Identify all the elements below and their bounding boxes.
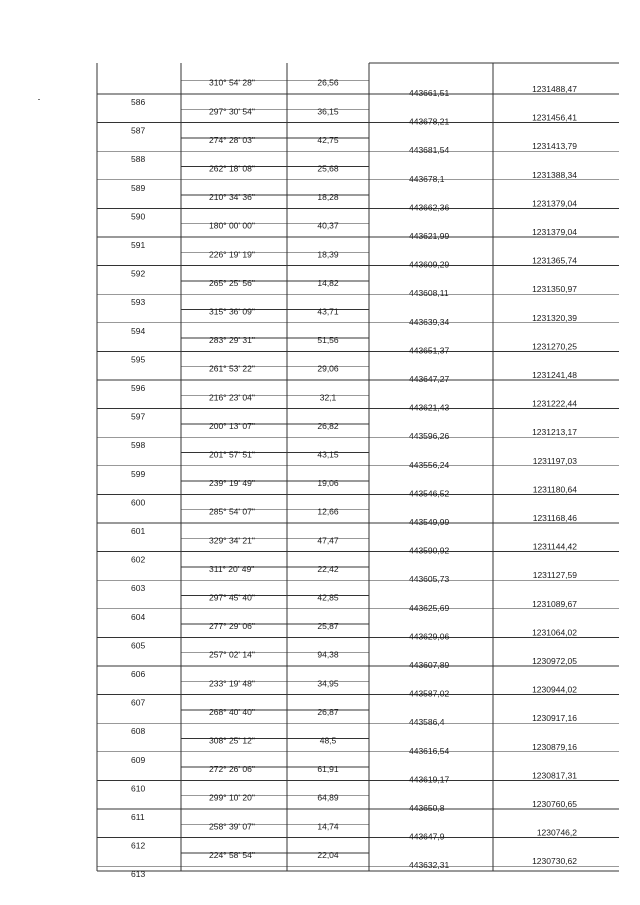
direction-angle-cell: 262° 18' 08" [209,163,255,174]
point-number-cell: 586 [131,97,146,107]
point-number-cell: 605 [131,640,146,651]
direction-angle-cell: 272° 26' 06" [209,764,255,775]
direction-angle-cell: 268° 40' 40" [209,706,255,717]
coordinate-x-cell: 443596,26 [409,431,450,442]
point-number-cell: 594 [131,325,146,336]
distance-cell: 22,04 [317,849,339,860]
coordinate-y-cell: 1231144,42 [532,541,577,552]
table-cells [131,78,577,880]
direction-angle-cell: 310° 54' 28" [209,77,255,88]
coordinate-y-cell: 1230746,2 [536,827,577,838]
coordinate-x-cell: 443607,89 [409,660,450,670]
direction-angle-cell: 257° 02' 14" [209,649,255,660]
point-number-cell: 601 [131,526,146,536]
distance-cell: 18,39 [317,249,339,260]
point-number-cell: 608 [131,726,146,737]
coordinate-y-cell: 1231089,67 [532,598,577,609]
direction-angle-cell: 299° 10' 20" [209,792,255,803]
coordinates-table [97,63,619,880]
direction-angle-cell: 265° 25' 56" [209,277,255,288]
point-number-cell: 603 [131,583,146,594]
point-number-cell: 597 [131,411,146,422]
direction-angle-cell: 200° 13' 07" [209,420,255,431]
coordinate-y-cell: 1231222,44 [532,398,577,409]
coordinate-x-cell: 443650,8 [409,803,445,813]
coordinate-y-cell: 1230817,31 [532,770,577,781]
direction-angle-cell: 261° 53' 22" [209,363,255,374]
direction-angle-cell: 210° 34' 36" [209,192,255,203]
distance-cell: 29,06 [317,363,339,374]
direction-angle-cell: 311° 20' 49" [209,563,255,574]
coordinate-y-cell: 1231350,97 [532,284,577,295]
point-number-cell: 600 [131,497,146,508]
direction-angle-cell: 285° 54' 07" [209,506,255,517]
distance-cell: 34,95 [317,678,339,689]
coordinate-y-cell: 1231213,17 [532,427,577,438]
coordinate-x-cell: 443586,4 [409,717,445,728]
coordinate-x-cell: 443681,54 [409,145,450,156]
point-number-cell: 593 [131,297,146,308]
point-number-cell: 599 [131,468,146,479]
coordinate-x-cell: 443678,21 [409,116,450,127]
coordinate-x-cell: 443619,17 [409,774,450,785]
point-number-cell: 607 [131,697,146,708]
coordinate-x-cell: 443609,29 [409,259,450,270]
distance-cell: 14,82 [317,277,339,288]
coordinate-x-cell: 443651,37 [409,345,450,356]
point-number-cell: 596 [131,383,146,393]
coordinate-y-cell: 1230917,16 [532,713,577,724]
point-number-cell: 609 [131,754,146,765]
distance-cell: 43,71 [317,306,339,317]
direction-angle-cell: 297° 30' 54" [209,106,255,117]
coordinate-x-cell: 443661,51 [409,88,450,98]
coordinate-y-cell: 1231197,03 [532,455,577,466]
coordinate-y-cell: 1231413,79 [532,141,577,152]
direction-angle-cell: 239° 19' 49" [209,478,255,489]
distance-cell: 14,74 [317,821,339,832]
coordinate-y-cell: 1231180,64 [532,484,577,495]
coordinate-y-cell: 1231379,04 [532,227,577,237]
distance-cell: 32,1 [319,392,337,403]
point-number-cell: 588 [131,154,146,165]
coordinate-x-cell: 443546,52 [409,488,450,499]
distance-cell: 42,85 [317,592,339,603]
point-number-cell: 589 [131,182,146,193]
coordinate-x-cell: 443678,1 [409,173,445,184]
point-number-cell: 590 [131,211,146,222]
direction-angle-cell: 329° 34' 21" [209,535,255,546]
point-number-cell: 610 [131,783,146,794]
direction-angle-cell: 277° 29' 06" [209,621,255,632]
direction-angle-cell: 216° 23' 04" [209,392,255,403]
coordinate-y-cell: 1231127,59 [532,570,577,581]
coordinate-x-cell: 443616,54 [409,745,450,756]
direction-angle-cell: 233° 19' 48" [209,678,255,689]
distance-cell: 61,91 [317,764,339,775]
coordinate-x-cell: 443632,31 [409,860,450,871]
point-number-cell: 587 [131,125,146,136]
point-number-cell: 602 [131,554,146,565]
point-number-cell: 613 [131,869,146,880]
coordinate-y-cell: 1230730,62 [532,856,577,867]
coordinate-y-cell: 1231168,46 [532,513,577,523]
distance-cell: 25,68 [317,163,339,174]
coordinate-y-cell: 1230972,05 [532,656,577,666]
coordinate-y-cell: 1231064,02 [532,627,577,638]
direction-angle-cell: 226° 19' 19" [209,249,255,260]
distance-cell: 43,15 [317,449,339,460]
distance-cell: 51,56 [317,335,339,346]
coordinate-x-cell: 443556,24 [409,459,450,470]
direction-angle-cell: 224° 58' 54" [209,849,255,860]
distance-cell: 12,66 [317,506,339,517]
coordinate-x-cell: 443605,73 [409,574,450,585]
distance-cell: 64,89 [317,792,339,803]
distance-cell: 47,47 [317,535,339,546]
point-number-cell: 604 [131,611,146,622]
distance-cell: 48,5 [319,735,337,746]
coordinate-x-cell: 443625,69 [409,602,450,613]
distance-cell: 26,87 [317,706,339,717]
point-number-cell: 592 [131,268,146,279]
point-number-cell: 611 [131,812,145,822]
distance-cell: 40,37 [317,220,339,231]
coordinate-x-cell: 443621,99 [409,231,450,241]
direction-angle-cell: 315° 36' 09" [209,306,255,317]
distance-cell: 18,28 [317,192,339,203]
direction-angle-cell: 258° 39' 07" [209,821,255,832]
coordinate-x-cell: 443639,34 [409,316,450,327]
coordinate-y-cell: 1231379,04 [532,198,577,209]
direction-angle-cell: 297° 45' 40" [209,592,255,603]
coordinate-y-cell: 1231365,74 [532,255,577,266]
coordinate-y-cell: 1231320,39 [532,312,577,323]
point-number-cell: 595 [131,354,146,365]
margin-tick-mark [38,99,40,100]
coordinate-x-cell: 443590,92 [409,545,450,556]
direction-angle-cell: 274° 28' 03" [209,134,255,145]
coordinate-y-cell: 1230944,02 [532,684,577,695]
point-number-cell: 591 [131,240,146,250]
coordinate-x-cell: 443549,99 [409,517,450,527]
point-number-cell: 606 [131,669,146,679]
coordinate-y-cell: 1230760,65 [532,799,577,809]
coordinate-y-cell: 1231270,25 [532,341,577,352]
distance-cell: 22,42 [317,563,339,574]
coordinate-x-cell: 443647,9 [409,831,445,842]
coordinate-x-cell: 443587,02 [409,688,450,699]
coordinate-x-cell: 443662,36 [409,202,450,213]
direction-angle-cell: 201° 57' 51" [209,449,255,460]
direction-angle-cell: 283° 29' 31" [209,335,255,346]
distance-cell: 26,82 [317,420,339,431]
distance-cell: 36,15 [317,106,339,117]
coordinate-x-cell: 443621,43 [409,402,450,413]
point-number-cell: 612 [131,840,146,851]
coordinate-y-cell: 1230879,16 [532,741,577,752]
distance-cell: 94,38 [317,649,339,660]
coordinate-x-cell: 443608,11 [409,288,449,299]
distance-cell: 26,56 [317,77,339,88]
direction-angle-cell: 180° 00' 00" [209,220,255,231]
coordinate-y-cell: 1231488,47 [532,84,577,94]
coordinate-x-cell: 443647,27 [409,374,450,384]
coordinate-y-cell: 1231456,41 [532,112,577,123]
coordinate-x-cell: 443629,06 [409,631,450,642]
coordinate-y-cell: 1231388,34 [532,169,577,180]
point-number-cell: 598 [131,440,146,451]
distance-cell: 19,06 [317,478,339,489]
distance-cell: 25,87 [317,621,339,632]
direction-angle-cell: 308° 25' 12" [209,735,255,746]
distance-cell: 42,75 [317,134,339,145]
coordinate-y-cell: 1231241,48 [532,370,577,380]
